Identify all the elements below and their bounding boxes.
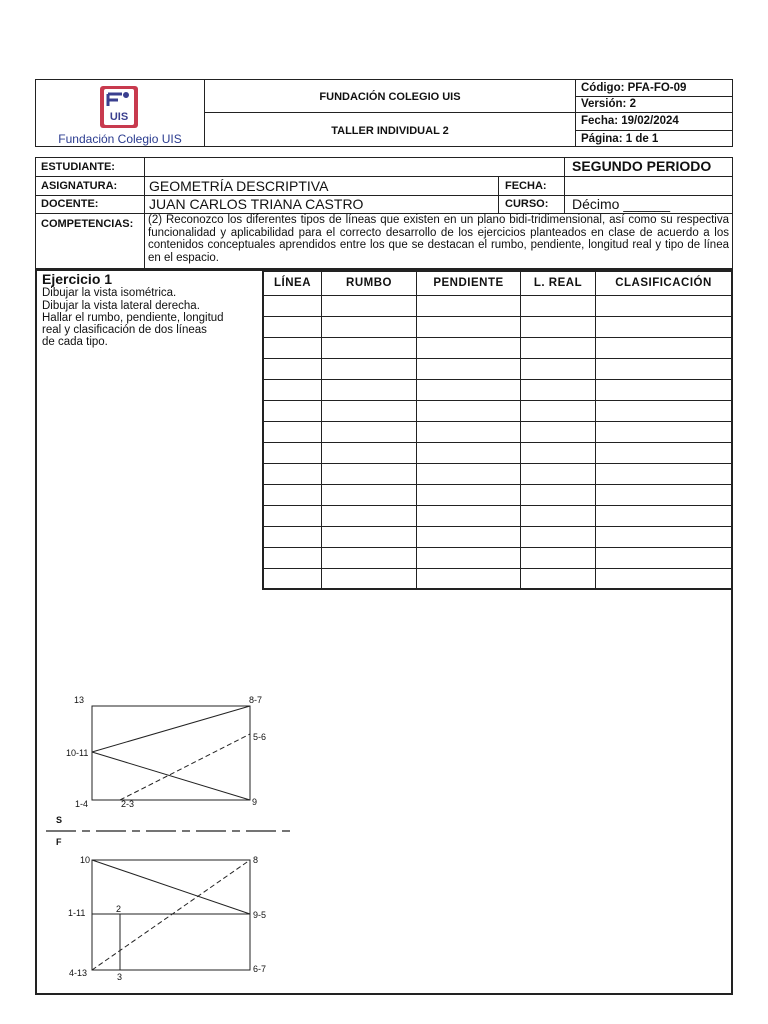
asignatura-value: GEOMETRÍA DESCRIPTIVA xyxy=(149,178,329,194)
cell-lreal[interactable] xyxy=(521,526,596,547)
meta-divider-3 xyxy=(575,130,733,131)
cell-clasificacion[interactable] xyxy=(596,358,733,379)
table-row xyxy=(263,337,732,358)
results-table xyxy=(262,270,733,590)
fig-label-2: 2 xyxy=(116,904,122,914)
cell-linea[interactable] xyxy=(263,526,322,547)
meta-fecha: Fecha: 19/02/2024 xyxy=(581,115,679,127)
header-lreal: L. REAL xyxy=(521,271,596,295)
cell-linea[interactable] xyxy=(263,379,322,400)
fig-label-8: 8 xyxy=(253,855,259,865)
info-fecha-divider-a xyxy=(498,176,499,213)
header-linea: LÍNEA xyxy=(263,271,322,295)
fig-label-9-5: 9-5 xyxy=(253,910,267,920)
cell-rumbo[interactable] xyxy=(322,463,417,484)
cell-clasificacion[interactable] xyxy=(596,547,733,568)
cell-pendiente[interactable] xyxy=(417,421,521,442)
cell-lreal[interactable] xyxy=(521,295,596,316)
header-rumbo: RUMBO xyxy=(322,271,417,295)
fig-label-1-4: 1-4 xyxy=(75,799,89,809)
header-divider-mid xyxy=(204,112,575,113)
logo-text: Fundación Colegio UIS xyxy=(58,132,182,146)
meta-divider-2 xyxy=(575,112,733,113)
fig-label-10: 10 xyxy=(80,855,91,865)
cell-rumbo[interactable] xyxy=(322,484,417,505)
exercise-line-4: real y clasificación de dos líneas xyxy=(42,324,207,336)
table-body xyxy=(263,295,732,589)
asignatura-label: ASIGNATURA: xyxy=(41,180,118,192)
meta-codigo: Código: PFA-FO-09 xyxy=(581,82,687,94)
cell-rumbo[interactable] xyxy=(322,442,417,463)
cell-rumbo[interactable] xyxy=(322,400,417,421)
cell-pendiente[interactable] xyxy=(417,484,521,505)
cell-lreal[interactable] xyxy=(521,421,596,442)
cell-pendiente[interactable] xyxy=(417,358,521,379)
cell-lreal[interactable] xyxy=(521,379,596,400)
cell-linea[interactable] xyxy=(263,463,322,484)
cell-rumbo[interactable] xyxy=(322,379,417,400)
table-row xyxy=(263,484,732,505)
top-hidden-line xyxy=(120,734,250,800)
table-row xyxy=(263,568,732,589)
cell-linea[interactable] xyxy=(263,442,322,463)
cell-lreal[interactable] xyxy=(521,484,596,505)
cell-linea[interactable] xyxy=(263,505,322,526)
table-row xyxy=(263,421,732,442)
logo-mark: UIS xyxy=(109,111,129,123)
cell-clasificacion[interactable] xyxy=(596,463,733,484)
cell-linea[interactable] xyxy=(263,400,322,421)
fig-label-13: 13 xyxy=(74,695,85,705)
cell-clasificacion[interactable] xyxy=(596,337,733,358)
curso-value[interactable]: Décimo ______ xyxy=(572,196,671,212)
cell-rumbo[interactable] xyxy=(322,547,417,568)
cell-pendiente[interactable] xyxy=(417,400,521,421)
cell-lreal[interactable] xyxy=(521,547,596,568)
cell-lreal[interactable] xyxy=(521,442,596,463)
cell-rumbo[interactable] xyxy=(322,358,417,379)
front-hidden-line xyxy=(92,860,250,970)
table-row xyxy=(263,316,732,337)
cell-linea[interactable] xyxy=(263,421,322,442)
cell-pendiente[interactable] xyxy=(417,379,521,400)
cell-rumbo[interactable] xyxy=(322,505,417,526)
fig-label-8-7: 8-7 xyxy=(249,695,263,705)
cell-clasificacion[interactable] xyxy=(596,379,733,400)
exercise-line-2: Dibujar la vista lateral derecha. xyxy=(42,300,200,312)
cell-pendiente[interactable] xyxy=(417,316,521,337)
table-header-row xyxy=(263,271,732,295)
fecha-label: FECHA: xyxy=(505,180,547,192)
cell-rumbo[interactable] xyxy=(322,316,417,337)
fig-label-10-11: 10-11 xyxy=(66,748,89,758)
cell-lreal[interactable] xyxy=(521,337,596,358)
docente-label: DOCENTE: xyxy=(41,198,99,210)
cell-clasificacion[interactable] xyxy=(596,568,733,589)
cell-lreal[interactable] xyxy=(521,316,596,337)
cell-rumbo[interactable] xyxy=(322,337,417,358)
fig-label-9: 9 xyxy=(252,797,258,807)
cell-rumbo[interactable] xyxy=(322,421,417,442)
cell-clasificacion[interactable] xyxy=(596,400,733,421)
cell-rumbo[interactable] xyxy=(322,568,417,589)
cell-pendiente[interactable] xyxy=(417,295,521,316)
docente-value: JUAN CARLOS TRIANA CASTRO xyxy=(149,196,364,212)
curso-label: CURSO: xyxy=(505,198,549,210)
competencias-label: COMPETENCIAS: xyxy=(41,218,134,230)
cell-lreal[interactable] xyxy=(521,463,596,484)
exercise-line-5: de cada tipo. xyxy=(42,336,108,348)
info-row-line-1 xyxy=(35,176,733,177)
cell-pendiente[interactable] xyxy=(417,337,521,358)
fig-label-5-6: 5-6 xyxy=(253,732,267,742)
fig-label-4-13: 4-13 xyxy=(69,968,88,978)
info-fecha-divider-b xyxy=(564,176,565,213)
table-row xyxy=(263,400,732,421)
school-logo xyxy=(98,84,142,130)
cell-pendiente[interactable] xyxy=(417,505,521,526)
info-label-divider xyxy=(144,157,145,269)
header-divider-meta xyxy=(575,79,576,147)
table-row xyxy=(263,295,732,316)
exercise-line-3: Hallar el rumbo, pendiente, longitud xyxy=(42,312,224,324)
cell-lreal[interactable] xyxy=(521,505,596,526)
cell-clasificacion[interactable] xyxy=(596,505,733,526)
fig-label-2-3: 2-3 xyxy=(121,799,135,809)
exercise-title: Ejercicio 1 xyxy=(42,271,113,287)
cell-clasificacion[interactable] xyxy=(596,421,733,442)
cell-linea[interactable] xyxy=(263,568,322,589)
cell-linea[interactable] xyxy=(263,484,322,505)
fig-label-6-7: 6-7 xyxy=(253,964,267,974)
periodo-label: SEGUNDO PERIODO xyxy=(572,158,712,174)
fold-label-s: S xyxy=(56,815,63,825)
orthographic-figure xyxy=(40,690,320,990)
fig-label-3: 3 xyxy=(117,972,123,982)
table-row xyxy=(263,358,732,379)
document-title: TALLER INDIVIDUAL 2 xyxy=(331,125,449,137)
fig-label-1-11: 1-11 xyxy=(68,908,86,918)
cell-rumbo[interactable] xyxy=(322,295,417,316)
institution-name: FUNDACIÓN COLEGIO UIS xyxy=(319,91,461,103)
meta-pagina: Página: 1 de 1 xyxy=(581,133,659,145)
top-line-10-8 xyxy=(92,706,250,752)
cell-lreal[interactable] xyxy=(521,400,596,421)
top-view-frame xyxy=(92,706,250,800)
table-row xyxy=(263,526,732,547)
cell-clasificacion[interactable] xyxy=(596,295,733,316)
cell-clasificacion[interactable] xyxy=(596,526,733,547)
table-row xyxy=(263,463,732,484)
header-clasificacion: CLASIFICACIÓN xyxy=(596,271,733,295)
cell-pendiente[interactable] xyxy=(417,526,521,547)
cell-lreal[interactable] xyxy=(521,568,596,589)
info-periodo-divider xyxy=(564,157,565,176)
cell-pendiente[interactable] xyxy=(417,463,521,484)
table-row xyxy=(263,547,732,568)
fecha-field[interactable] xyxy=(568,178,728,194)
cell-clasificacion[interactable] xyxy=(596,316,733,337)
cell-rumbo[interactable] xyxy=(322,526,417,547)
cell-clasificacion[interactable] xyxy=(596,484,733,505)
fold-label-f: F xyxy=(56,837,62,847)
exercise-line-1: Dibujar la vista isométrica. xyxy=(42,287,177,299)
cell-linea[interactable] xyxy=(263,337,322,358)
cell-linea[interactable] xyxy=(263,547,322,568)
cell-clasificacion[interactable] xyxy=(596,442,733,463)
cell-pendiente[interactable] xyxy=(417,547,521,568)
cell-linea[interactable] xyxy=(263,316,322,337)
estudiante-field[interactable] xyxy=(150,158,560,175)
estudiante-label: ESTUDIANTE: xyxy=(41,161,115,173)
table-row xyxy=(263,379,732,400)
cell-pendiente[interactable] xyxy=(417,442,521,463)
cell-pendiente[interactable] xyxy=(417,568,521,589)
cell-lreal[interactable] xyxy=(521,358,596,379)
cell-linea[interactable] xyxy=(263,358,322,379)
meta-version: Versión: 2 xyxy=(581,98,636,110)
top-line-10-9 xyxy=(92,752,250,800)
table-row xyxy=(263,505,732,526)
cell-linea[interactable] xyxy=(263,295,322,316)
header-pendiente: PENDIENTE xyxy=(417,271,521,295)
meta-divider-1 xyxy=(575,96,733,97)
table-row xyxy=(263,442,732,463)
competencias-text: (2) Reconozco los diferentes tipos de líneas que existen en un plano bidi-tridimensional, así como su respectiva funcionalidad y aplicabilidad para el correcto desarrollo de los ejercicios planteados en clase de acuerdo a los contenidos conceptuales aprendidos entre los que se destacan el rumbo, pendiente, longitud real y tipo de línea en el espacio. xyxy=(148,214,729,264)
